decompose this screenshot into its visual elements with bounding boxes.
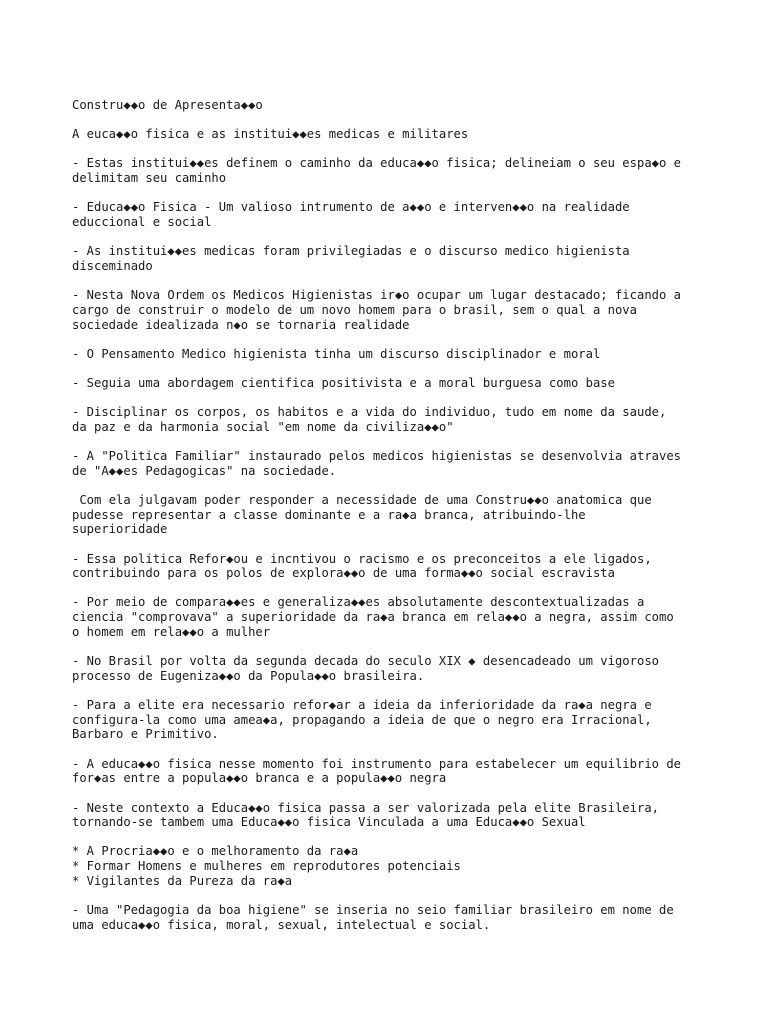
document-body	[72, 98, 712, 947]
list-item: * Vigilantes da Pureza da ra◆a	[72, 873, 293, 888]
paragraph: Com ela julgavam poder responder a necessidade de uma Constru◆◆o anatomica que pudesse representar a classe dominante e a ra◆a branca, atribuindo-lhe superioridade	[72, 492, 652, 537]
paragraph: - O Pensamento Medico higienista tinha um discurso disciplinador e moral	[72, 346, 601, 361]
paragraph: - A "Politica Familiar" instaurado pelos medicos higienistas se desenvolvia atraves de "A◆◆es Pedagogicas" na sociedade.	[72, 449, 682, 478]
paragraph: - Disciplinar os corpos, os habitos e a vida do individuo, tudo em nome da saude, da paz e da harmonia social "em nome da civiliza◆◆o"	[72, 405, 667, 434]
paragraph: - Nesta Nova Ordem os Medicos Higienistas ir◆o ocupar um lugar destacado; ficando a cargo de construir o modelo de um novo homem para o brasil, sem o qual a nova sociedade idealizada n◆o se tornaria realidade	[72, 288, 682, 332]
paragraph: - As institui◆◆es medicas foram privilegiadas e o discurso medico higienista disceminado	[72, 244, 630, 273]
document-subtitle: A euca◆◆o fisica e as institui◆◆es medicas e militares	[72, 127, 469, 142]
list-item: * A Procria◆◆o e o melhoramento da ra◆a	[72, 844, 359, 859]
paragraph: - Estas institui◆◆es definem o caminho da educa◆◆o fisica; delineiam o seu espa◆o e delimitam seu caminho	[72, 156, 682, 186]
paragraph: - No Brasil por volta da segunda decada do seculo XIX ◆ desencadeado um vigoroso processo de Eugeniza◆◆o da Popula◆◆o brasileira.	[72, 654, 659, 683]
list-item: * Formar Homens e mulheres em reprodutores potenciais	[72, 859, 461, 874]
paragraph: - Educa◆◆o Fisica - Um valioso intrumento de a◆◆o e interven◆◆o na realidade educcional e social	[72, 200, 630, 230]
paragraph: - Neste contexto a Educa◆◆o fisica passa a ser valorizada pela elite Brasileira, tornando-se tambem uma Educa◆◆o fisica Vinculada a uma Educa◆◆o Sexual	[72, 800, 659, 830]
document-title: Constru◆◆o de Apresenta◆◆o	[72, 98, 263, 112]
paragraph: - Por meio de compara◆◆es e generaliza◆◆es absolutamente descontextualizadas a ciencia "comprovava" a superioridade da ra◆a branca em rela◆◆o a negra, assim como o homem em rela◆◆o a mulher	[72, 595, 674, 639]
bullet-list	[72, 844, 712, 888]
paragraph: - Seguia uma abordagem cientifica positivista e a moral burguesa como base	[72, 375, 615, 390]
paragraph: - A educa◆◆o fisica nesse momento foi instrumento para estabelecer um equilibrio de for◆as entre a popula◆◆o branca e a popula◆◆o negra	[72, 756, 682, 786]
paragraph: - Essa politica Refor◆ou e incntivou o racismo e os preconceitos a ele ligados, contribuindo para os polos de explora◆◆o de uma forma◆◆o social escravista	[72, 551, 652, 581]
paragraph: - Para a elite era necessario refor◆ar a ideia da inferioridade da ra◆a negra e configura-la como uma amea◆a, propagando a ideia de que o negro era Irracional, Barbaro e Primitivo.	[72, 697, 652, 742]
closing-paragraph: - Uma "Pedagogia da boa higiene" se inseria no seio familiar brasileiro em nome de uma educa◆◆o fisica, moral, sexual, intelectual e social.	[72, 903, 674, 932]
